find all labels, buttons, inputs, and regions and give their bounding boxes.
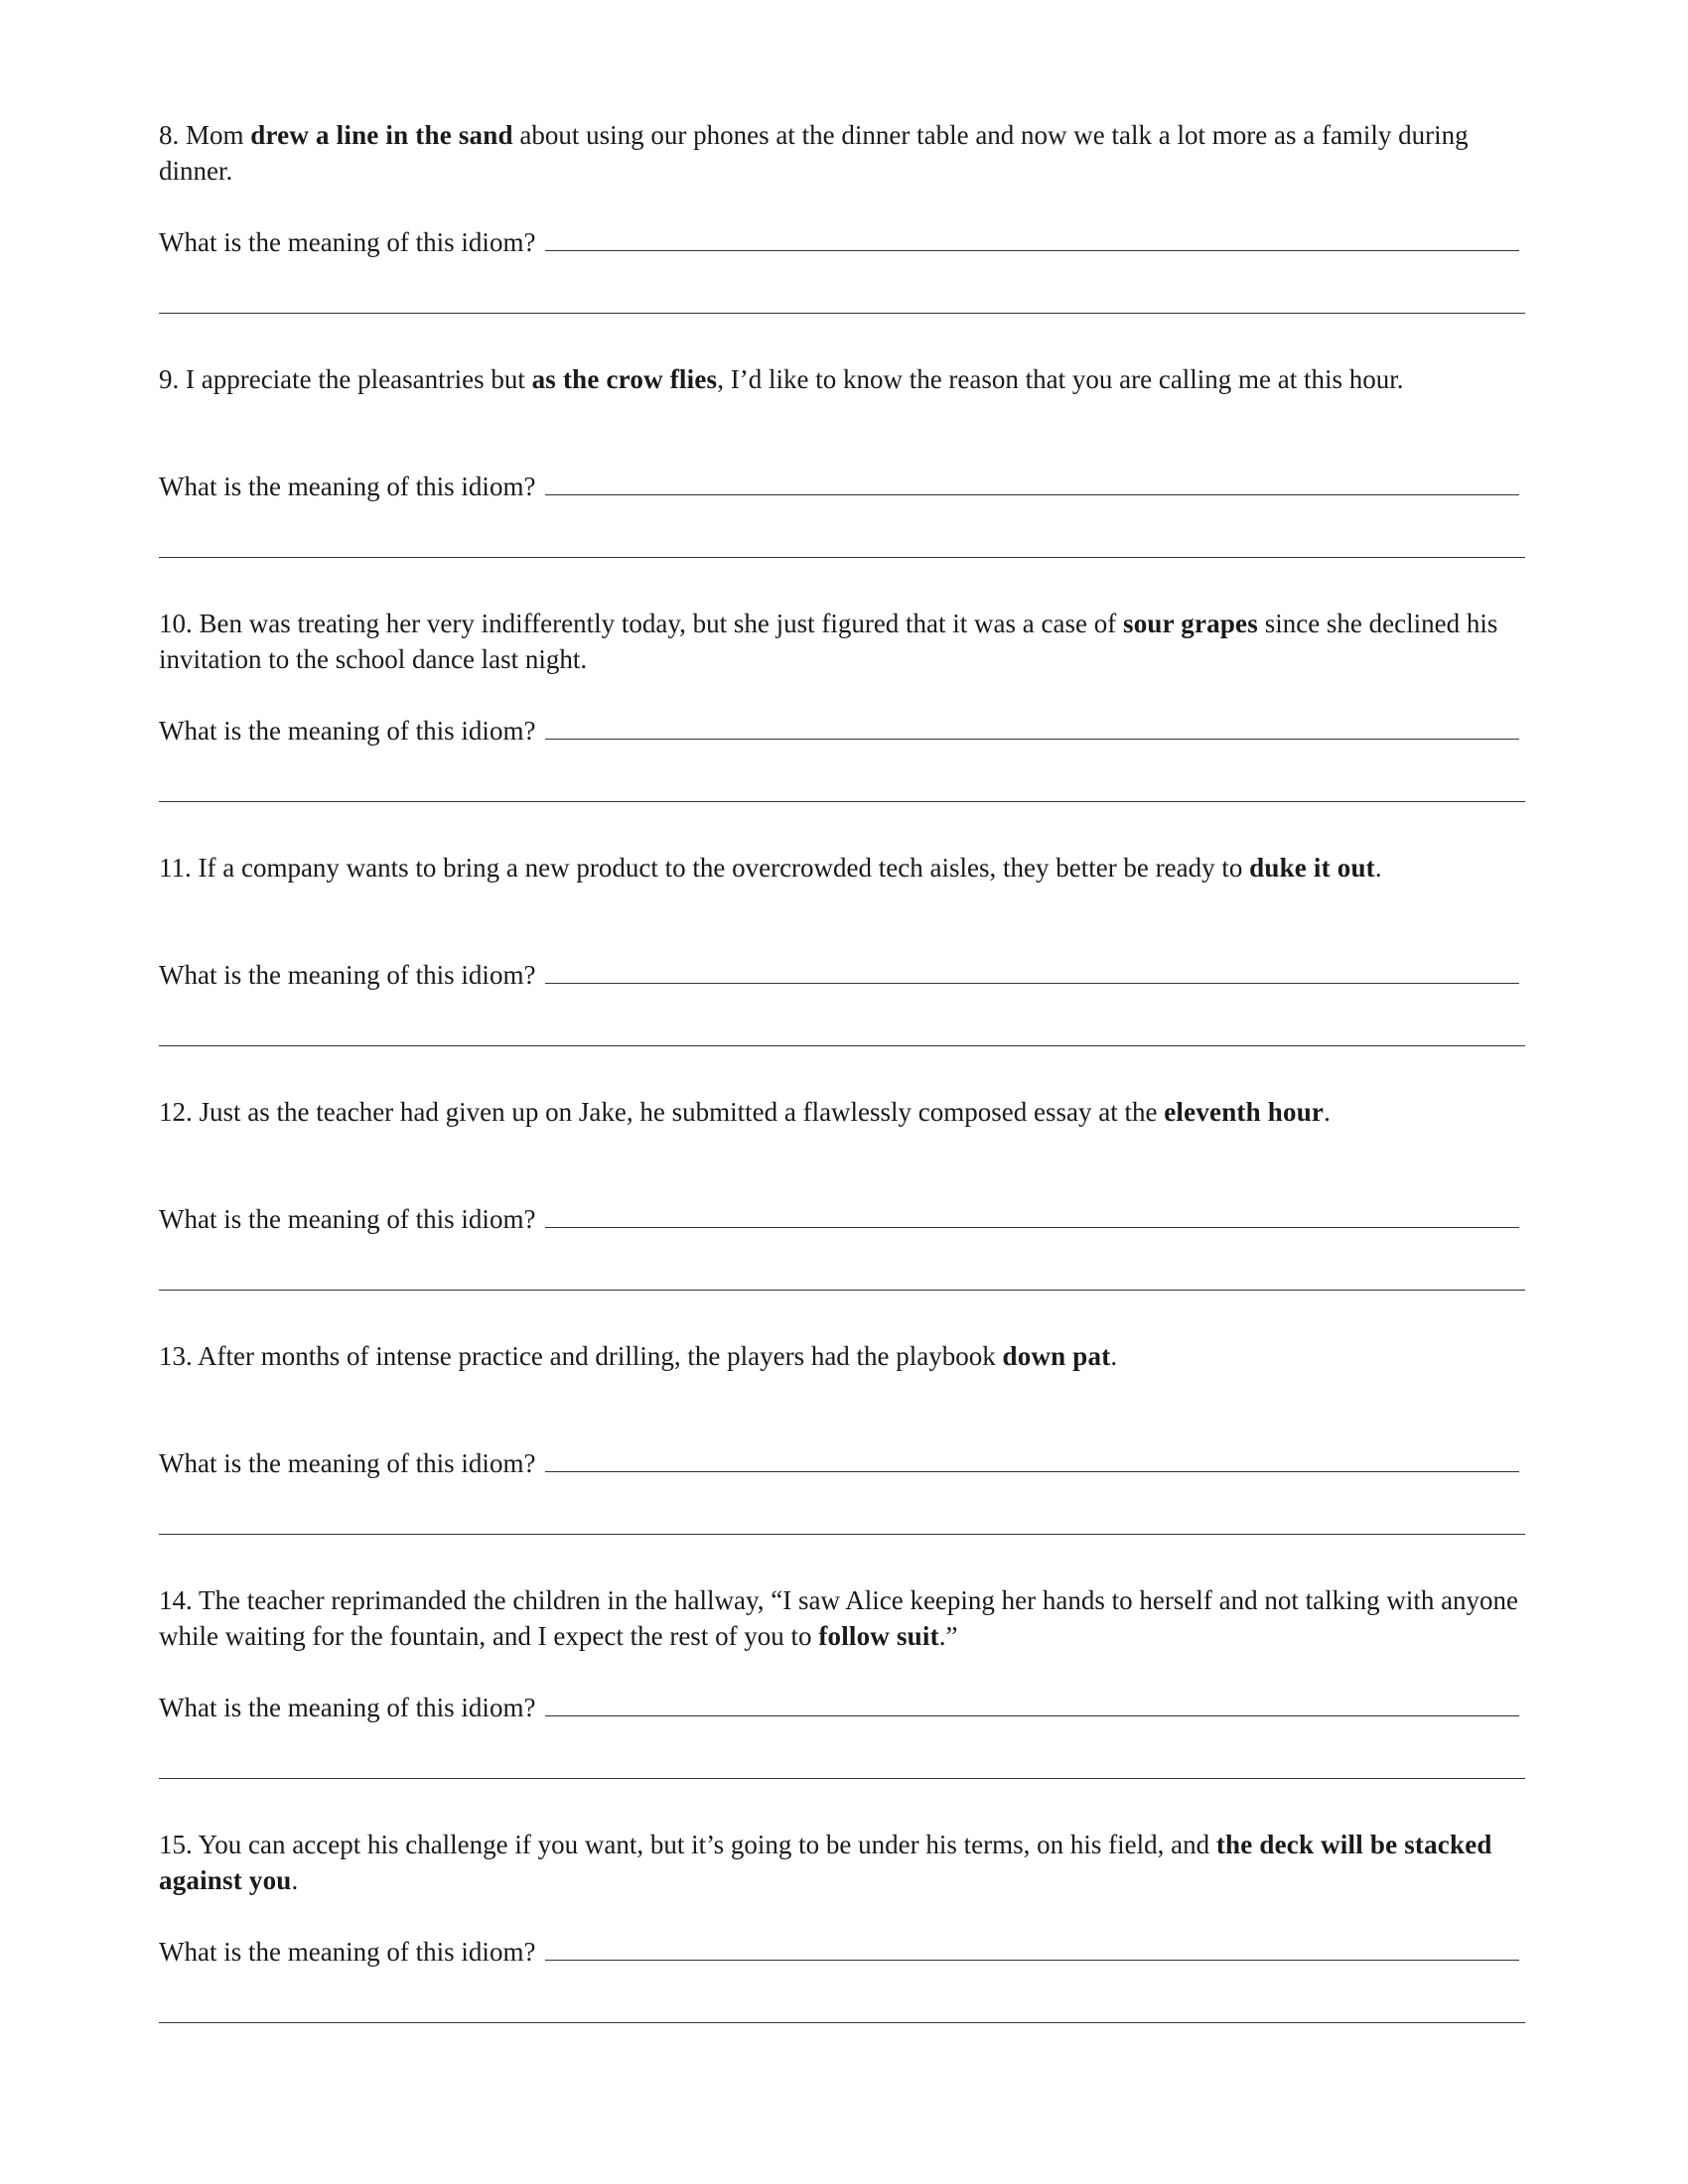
idiom-phrase: follow suit [818,1621,939,1651]
answer-blank-line[interactable] [545,1715,1519,1716]
idiom-phrase: eleventh hour [1164,1097,1325,1127]
question-text [159,1338,1525,1410]
answer-blank-line[interactable] [545,1960,1519,1961]
sentence-text: about using our phones at the dinner table and now we talk a lot more as a family during dinner. [159,120,1469,186]
answer-prompt-label: What is the meaning of this idiom? [159,227,536,257]
answer-blank-line[interactable] [159,557,1525,558]
answer-prompt-label: What is the meaning of this idiom? [159,1937,536,1967]
answer-blank-line[interactable] [159,801,1525,802]
question-item [159,1094,1525,1338]
idiom-phrase: down pat [1002,1341,1111,1371]
question-item [159,361,1525,606]
answer-blank-line[interactable] [545,250,1519,251]
answer-blank-line[interactable] [159,2022,1525,2023]
idiom-phrase: as the crow flies [531,364,718,394]
question-number: 14. [159,1585,193,1615]
sentence-text: .” [938,1621,958,1651]
answer-blank-line[interactable] [159,1045,1525,1046]
question-item [159,1827,1525,2071]
sentence-text: . [1110,1341,1118,1371]
question-text [159,1827,1525,1898]
question-item [159,1338,1525,1582]
answer-prompt-label: What is the meaning of this idiom? [159,472,536,501]
sentence-text: . [1324,1097,1331,1127]
sentence-text: You can accept his challenge if you want, but it’s going to be under his terms, on his field, and [192,1830,1216,1859]
question-number: 15. [159,1830,193,1859]
answer-prompt-label: What is the meaning of this idiom? [159,716,536,746]
question-list [159,117,1525,2071]
answer-prompt-row [159,953,1525,993]
idiom-phrase: drew a line in the sand [250,120,513,150]
answer-prompt-row [159,1441,1525,1481]
answer-prompt-row [159,220,1525,260]
sentence-text: Ben was treating her very indifferently today, but she just figured that it was a case of [192,609,1123,638]
question-item [159,606,1525,850]
question-text [159,361,1525,433]
question-number: 11. [159,853,192,883]
question-text [159,606,1525,677]
answer-blank-line[interactable] [545,1471,1519,1472]
question-number: 12. [159,1097,193,1127]
sentence-text: Just as the teacher had given up on Jake, he submitted a flawlessly composed essay at the [192,1097,1165,1127]
sentence-text: since she declined his invitation to the school dance last night. [159,609,1498,674]
answer-prompt-label: What is the meaning of this idiom? [159,1448,536,1478]
answer-prompt-label: What is the meaning of this idiom? [159,960,536,990]
answer-prompt-row [159,465,1525,504]
answer-prompt-label: What is the meaning of this idiom? [159,1204,536,1234]
question-item [159,850,1525,1094]
question-text [159,117,1525,189]
idiom-phrase: sour grapes [1122,609,1258,638]
answer-blank-line[interactable] [545,1227,1519,1228]
answer-prompt-row [159,709,1525,749]
question-number: 8. [159,120,180,150]
answer-blank-line[interactable] [159,1290,1525,1291]
answer-blank-line[interactable] [545,739,1519,740]
answer-prompt-row [159,1197,1525,1237]
answer-blank-line[interactable] [159,1534,1525,1535]
sentence-text: . [291,1865,299,1895]
sentence-text: . [1374,853,1382,883]
answer-blank-line[interactable] [159,1778,1525,1779]
answer-prompt-row [159,1930,1525,1970]
idiom-phrase: duke it out [1249,853,1375,883]
sentence-text: I appreciate the pleasantries but [179,364,532,394]
question-item [159,117,1525,361]
sentence-text: , I’d like to know the reason that you are calling me at this hour. [717,364,1404,394]
question-number: 9. [159,364,180,394]
sentence-text: After months of intense practice and drilling, the players had the playbook [192,1341,1003,1371]
question-text [159,1582,1525,1654]
answer-blank-line[interactable] [545,494,1519,495]
worksheet-page [159,117,1525,2071]
question-number: 10. [159,609,193,638]
question-text [159,1094,1525,1165]
question-number: 13. [159,1341,193,1371]
answer-blank-line[interactable] [545,983,1519,984]
answer-prompt-row [159,1686,1525,1725]
idiom-phrase: the deck will be stacked against you [159,1830,1492,1895]
question-item [159,1582,1525,1827]
answer-prompt-label: What is the meaning of this idiom? [159,1693,536,1722]
answer-blank-line[interactable] [159,313,1525,314]
question-text [159,850,1525,921]
sentence-text: If a company wants to bring a new product to the overcrowded tech aisles, they better be ready to [191,853,1250,883]
sentence-text: The teacher reprimanded the children in the hallway, “I saw Alice keeping her hands to herself and not talking with anyone while waiting for the fountain, and I expect the rest of you to [159,1585,1519,1651]
sentence-text: Mom [179,120,251,150]
